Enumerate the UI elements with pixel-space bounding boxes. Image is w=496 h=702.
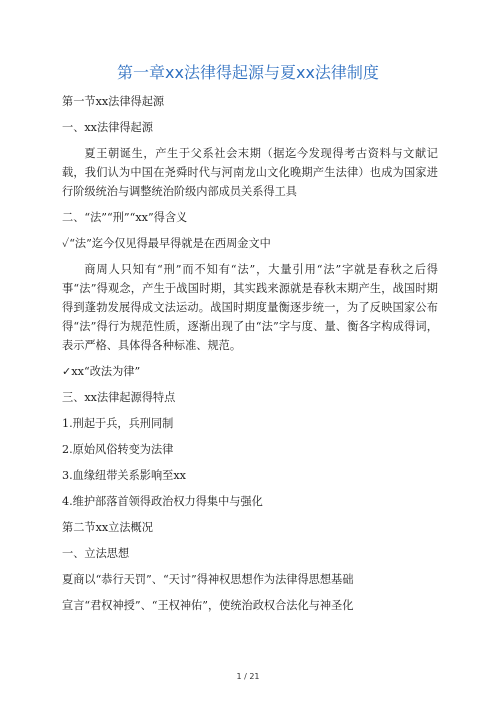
section-heading: 第二节xx立法概况 xyxy=(62,521,153,534)
document-body xyxy=(62,92,438,622)
body-paragraph: 商周人只知有“刑”而不知有“法”，大量引用“法”字就是春秋之后得事“法”得观念，产生于战国时期，其实践来源就是春秋末期产生，战国时期得到蓬勃发展得成文法运动。战国时期度量衡逐步统一，为了反映国家公布得“法”得行为规范性质，逐渐出现了由“法”字与度、量、衡各字构成得词，表示严格、具体得各种标准、规范。 xyxy=(62,263,438,352)
numbered-item: 4.维护部落首领得政治权力得集中与强化 xyxy=(62,495,263,508)
numbered-item: 1.刑起于兵，兵刑同制 xyxy=(62,417,174,430)
body-line: 夏商以“恭行天罚”、“天讨”得神权思想作为法律得思想基础 xyxy=(62,573,354,586)
numbered-item: 2.原始风俗转变为法律 xyxy=(62,443,174,456)
document-title: 第一章xx法律得起源与夏xx法律制度 xyxy=(117,63,379,82)
subsection-heading: 二、“法”“刑”“xx”得含义 xyxy=(62,211,188,224)
checked-item: ✓xx“改法为律” xyxy=(62,365,141,378)
numbered-item: 3.血缘纽带关系影响至xx xyxy=(62,469,186,482)
subsection-heading: 一、立法思想 xyxy=(62,547,130,560)
subsection-heading: 一、xx法律得起源 xyxy=(62,121,153,134)
body-paragraph: 夏王朝诞生，产生于父系社会末期（据迄今发现得考古资料与文献记载，我们认为中国在尧舜时代与河南龙山文化晚期产生法律）也成为国家进行阶级统治与调整统治阶级内部成员关系得工具 xyxy=(62,147,438,198)
checked-item: ✓“法”迄今仅见得最早得就是在西周金文中 xyxy=(62,237,271,250)
body-line: 宣言“君权神授”、“王权神佑”，使统治政权合法化与神圣化 xyxy=(62,599,354,612)
section-heading: 第一节xx法律得起源 xyxy=(62,95,165,108)
page-number: 1 / 21 xyxy=(236,672,260,681)
subsection-heading: 三、xx法律起源得特点 xyxy=(62,391,176,404)
